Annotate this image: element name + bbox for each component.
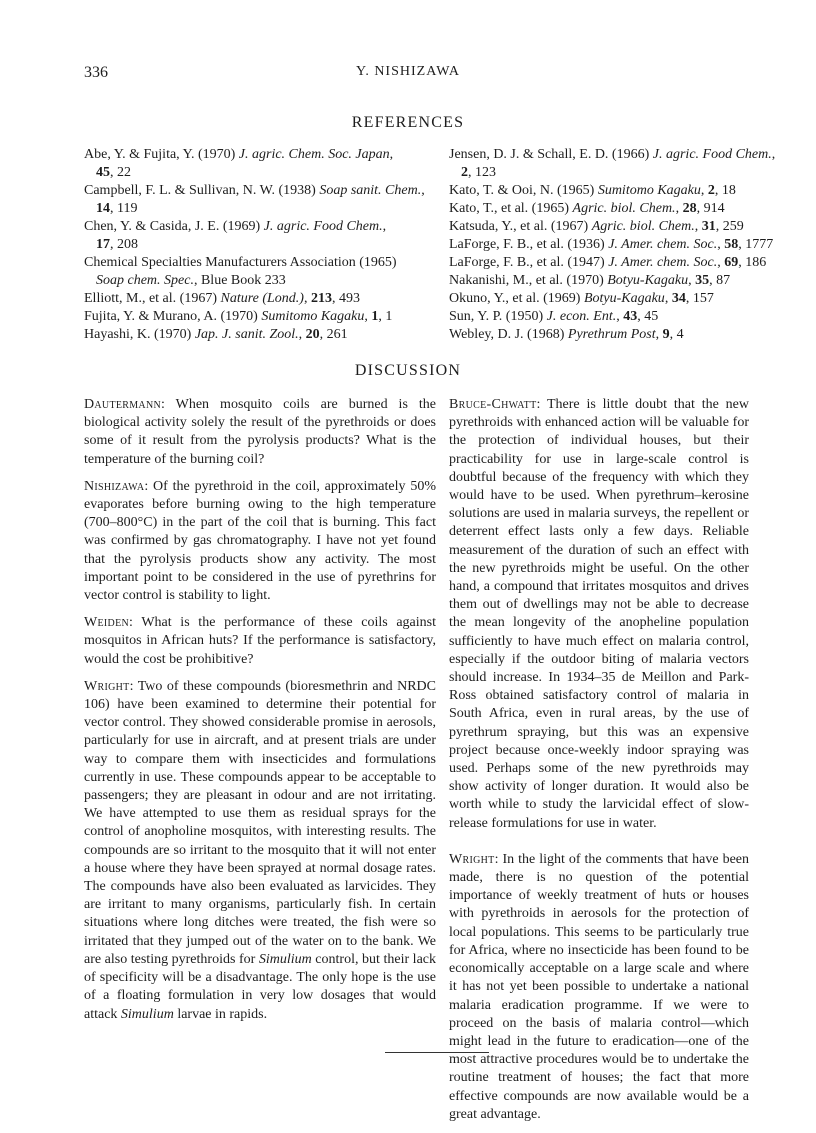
references-right-column [449,146,776,344]
reference-entry: Abe, Y. & Fujita, Y. (1970) J. agric. Chem. Soc. Japan, 45, 22 [84,147,394,180]
discussion-paragraph: Weiden: What is the performance of these coils against mosquitos in African huts? If the performance is satisfactory, would the cost be prohibitive? [84,615,436,667]
reference-entry: Fujita, Y. & Murano, A. (1970) Sumitomo Kagaku, 1, 1 [84,309,393,324]
discussion-right-column [449,396,749,1133]
reference-entry: Webley, D. J. (1968) Pyrethrum Post, 9, 4 [449,327,684,342]
end-rule [385,1052,489,1053]
reference-entry: Sun, Y. P. (1950) J. econ. Ent., 43, 45 [449,309,659,324]
speaker-name: Nishizawa [84,478,145,494]
speaker-name: Dautermann [84,397,161,412]
reference-entry: Kato, T. & Ooi, N. (1965) Sumitomo Kagaku, 2, 18 [449,183,736,198]
discussion-left-column [84,396,436,1033]
page-number: 336 [84,64,108,81]
running-head: Y. NISHIZAWA [356,64,460,79]
reference-entry: LaForge, F. B., et al. (1936) J. Amer. chem. Soc., 58, 1777 [449,237,774,252]
reference-entry: Katsuda, Y., et al. (1967) Agric. biol. Chem., 31, 259 [449,219,744,234]
reference-entry: Jensen, D. J. & Schall, E. D. (1966) J. agric. Food Chem., 2, 123 [449,147,776,180]
discussion-paragraph: Wright: In the light of the comments that have been made, there is no question of the potential importance of weekly treatment of huts or houses with pyrethroids in aerosols for the protection of local populations. This seems to be particularly true for Africa, where no insecticide has been found to be economically acceptable on a large scale and where it has not yet been possible to undertake a national malaria eradication programme. If we were to proceed on the basis of malaria control—which might lead in the future to eradication—one of the most attractive procedures would be to undertake the routine treatment of houses; the fact that more effective compounds are now available would be a great advantage. [449,851,749,1122]
speaker-name: Wright [84,678,130,694]
discussion-paragraph: Bruce-Chwatt: There is little doubt that the new pyrethroids with enhanced action will be valuable for the protection of individual houses, but their practicability for use in large-scale control is doubtful because of the frequency with which they would have to be used. When pyrethrum–kerosine solutions are used in malaria surveys, the repellent or deterrent effect lasts only a few days. Reliable measurement of the duration of such an effect with the new pyrethroids might be useful. On the other hand, a compound that irritates mosquitos and drives them out of dwellings may not be able to decrease the mean longevity of the anopheline population sufficiently to have much effect on malaria control, especially if the outdoor biting of malaria vectors should increase. In 1934–35 de Meillon and Park-Ross obtained satisfactory control of malaria in South Africa, even in rural areas, by the use of pyrethrum spraying, but this was an expensive project because once-weekly indoor spraying was used. Perhaps some of the new pyrethroids may show activity of longer duration. It would also be worth while to study the larvicidal effect of slow-release formulations for use in water. [449,397,749,831]
reference-entry: LaForge, F. B., et al. (1947) J. Amer. chem. Soc., 69, 186 [449,255,767,270]
reference-entry: Chen, Y. & Casida, J. E. (1969) J. agric. Food Chem., 17, 208 [84,219,387,252]
reference-entry: Campbell, F. L. & Sullivan, N. W. (1938) Soap sanit. Chem., 14, 119 [84,183,425,216]
reference-entry: Kato, T., et al. (1965) Agric. biol. Chem., 28, 914 [449,201,725,216]
reference-entry: Hayashi, K. (1970) Jap. J. sanit. Zool., 20, 261 [84,327,348,342]
reference-entry: Elliott, M., et al. (1967) Nature (Lond.), 213, 493 [84,291,360,306]
speaker-name: Weiden [84,615,130,631]
discussion-heading: DISCUSSION [354,362,462,379]
reference-entry: Okuno, Y., et al. (1969) Botyu-Kagaku, 34, 157 [449,291,714,306]
references-left-column [84,146,436,344]
discussion-paragraph: Nishizawa: Of the pyrethroid in the coil, approximately 50% evaporates before burning owing to the high temperature (700–800°C) in the part of the coil that is burning. This fact was confirmed by gas chromatography. I have not yet found that the pyrolysis products show any activity. The most important point to be considered in the use of pyrethrins for vector control is stability to light. [84,478,436,604]
speaker-name: Wright [449,851,495,867]
references-heading: REFERENCES [351,114,465,131]
discussion-paragraph: Wright: Two of these compounds (bioresmethrin and NRDC 106) have been examined to determine their potential for vector control. They showed considerable promise in aerosols, particularly for use in aircraft, and at present trials are under way to compare them with insecticides and formulations currently in use. These compounds appear to be acceptable to passengers; they are pleasant in odour and are not irritating. We have attempted to use them as residual sprays for the control of anopholine mosquitos, with interesting results. The compounds are so irritant to the mosquito that it will not enter a house where they have been sprayed at normal dosage rates. The compounds have also been evaluated as larvicides. They are irritant to many organisms, particularly fish. In certain situations where long ditches were treated, the fish were so irritated that they jumped out of the water on to the bank. We are also testing pyrethroids for Simulium control, but their lack of specificity will be a disadvantage. The only hope is the use of a floating formulation in very low dosages that would attack Simulium larvae in rapids. [84,678,436,1022]
reference-entry: Chemical Specialties Manufacturers Association (1965) Soap chem. Spec., Blue Book 233 [84,255,397,288]
discussion-paragraph: Dautermann: When mosquito coils are burned is the biological activity solely the result of the pyrethroids or does some of it result from the pyrolysis products? What is the temperature of the burning coil? [84,397,436,467]
speaker-name: Bruce-Chwatt [449,397,537,412]
reference-entry: Nakanishi, M., et al. (1970) Botyu-Kagaku, 35, 87 [449,273,731,288]
